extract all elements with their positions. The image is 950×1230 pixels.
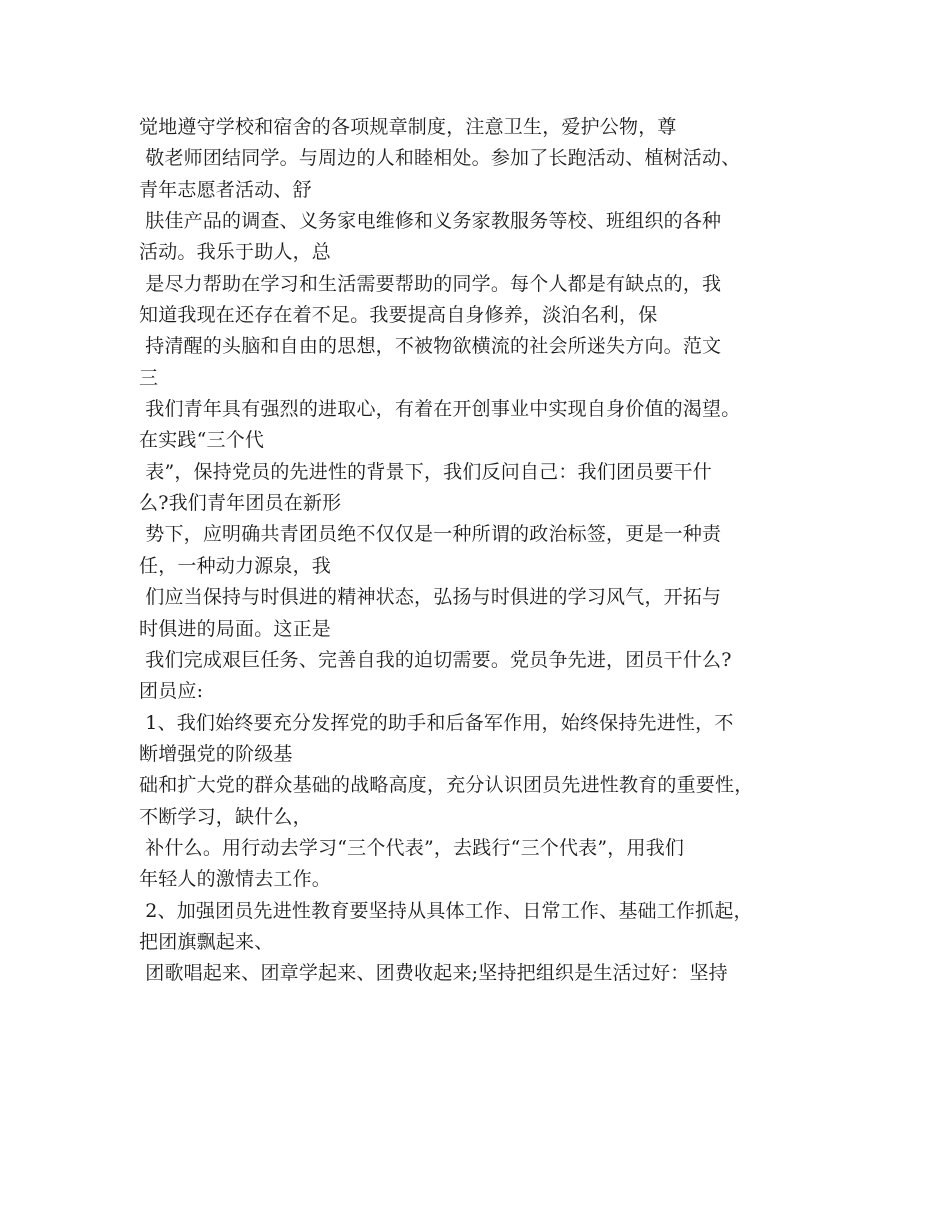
text-line: 是尽力帮助在学习和生活需要帮助的同学。每个人都是有缺点的，我 <box>139 272 722 295</box>
text-line: 1、我们始终要充分发挥党的助手和后备军作用，始终保持先进性，不 <box>139 711 734 734</box>
document-body <box>139 112 839 990</box>
text-line: 我们完成艰巨任务、完善自我的迫切需要。党员争先进，团员干什么? <box>139 648 732 671</box>
text-line: 活动。我乐于助人，总 <box>139 241 332 264</box>
text-line: 补什么。用行动去学习“三个代表”，去践行“三个代表”，用我们 <box>139 836 685 859</box>
text-line: 知道我现在还存在着不足。我要提高自身修养，淡泊名利，保 <box>139 304 658 327</box>
text-line: 三 <box>139 366 159 389</box>
text-line: 觉地遵守学校和宿舍的各项规章制度，注意卫生，爱护公物，尊 <box>139 116 677 138</box>
text-line: 势下，应明确共青团员绝不仅仅是一种所谓的政治标签，更是一种责 <box>139 523 722 546</box>
text-line: 持清醒的头脑和自由的思想，不被物欲横流的社会所迷失方向。范文 <box>139 335 722 358</box>
text-line: 把团旗飘起来、 <box>139 930 274 953</box>
text-line: 敬老师团结同学。与周边的人和睦相处。参加了长跑活动、植树活动、 <box>139 147 741 170</box>
text-line: 不断学习，缺什么， <box>139 805 312 828</box>
text-line: 断增强党的阶级基 <box>139 742 293 765</box>
text-line: 表”，保持党员的先进性的背景下，我们反问自己：我们团员要干什 <box>139 460 712 483</box>
text-line: 础和扩大党的群众基础的战略高度，充分认识团员先进性教育的重要性， <box>139 774 754 797</box>
text-line: 青年志愿者活动、舒 <box>139 178 312 201</box>
text-line: 团员应: <box>139 680 204 703</box>
text-line: 团歌唱起来、团章学起来、团费收起来;坚持把组织是生活过好：坚持 <box>139 962 728 985</box>
text-line: 么?我们青年团员在新形 <box>139 492 342 515</box>
text-line: 在实践“三个代 <box>139 429 265 452</box>
text-line: 2、加强团员先进性教育要坚持从具体工作、日常工作、基础工作抓起， <box>139 899 753 922</box>
text-line: 肤佳产品的调查、义务家电维修和义务家教服务等校、班组织的各种 <box>139 210 722 233</box>
text-line: 任，一种动力源泉，我 <box>139 554 332 577</box>
text-line: 时俱进的局面。这正是 <box>139 617 332 640</box>
text-line: 我们青年具有强烈的进取心，有着在开创事业中实现自身价值的渴望。 <box>139 398 741 421</box>
text-line: 年轻人的激情去工作。 <box>139 868 332 891</box>
text-line: 们应当保持与时俱进的精神状态，弘扬与时俱进的学习风气，开拓与 <box>139 586 722 609</box>
